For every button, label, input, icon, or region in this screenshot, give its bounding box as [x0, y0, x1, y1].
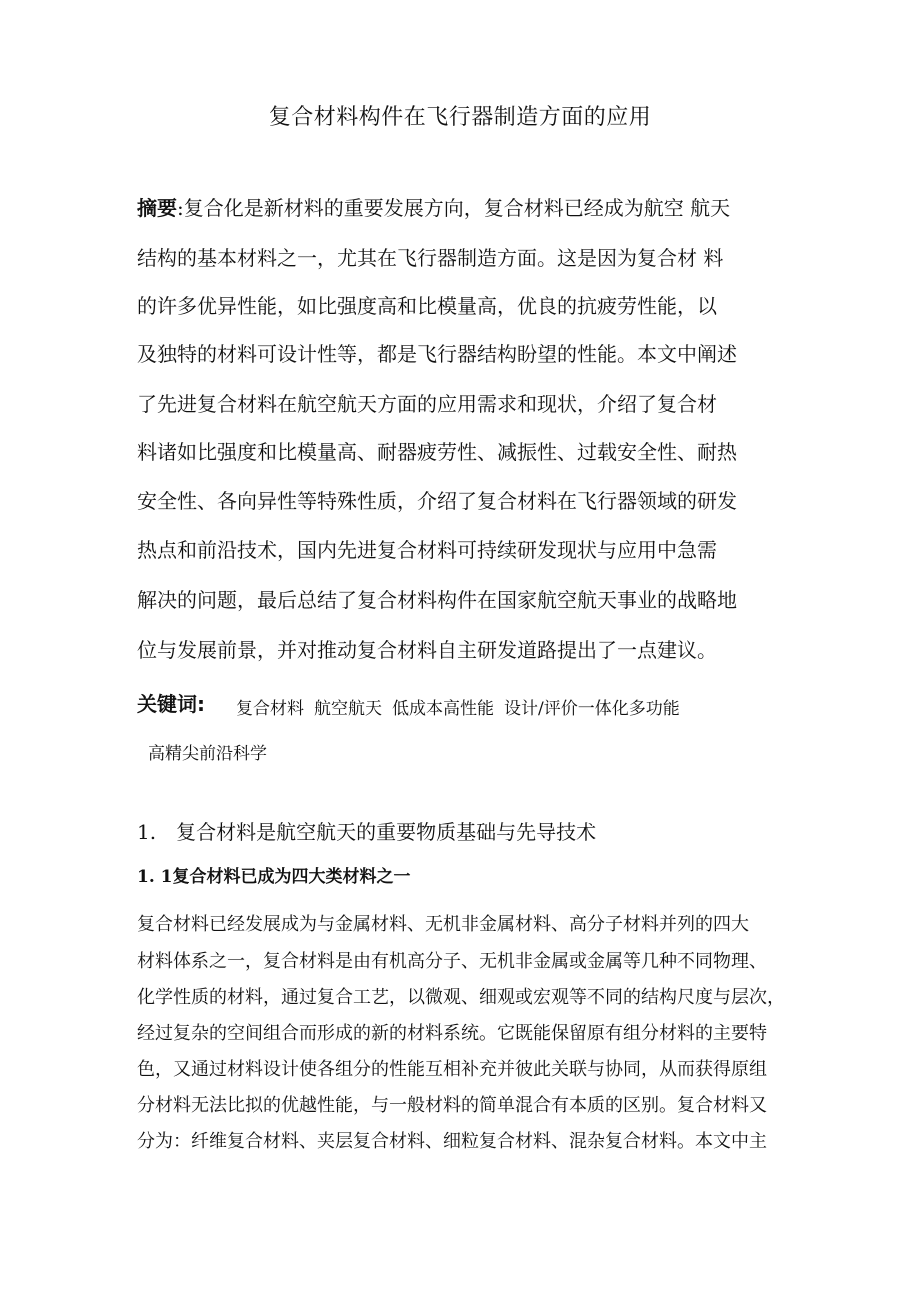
- keyword: 设计/评价一体化多功能: [504, 699, 680, 719]
- abstract-label: 摘要: [137, 196, 177, 220]
- section-heading: [137, 816, 596, 845]
- keyword: 低成本高性能: [392, 699, 494, 719]
- abstract-line: 摘要:复合化是新材料的重要发展方向，复合材料已经成为航空 航天: [137, 196, 731, 220]
- section-title: 复合材料是航空航天的重要物质基础与先导技术: [176, 820, 597, 844]
- section-number: 1.: [137, 820, 157, 844]
- keyword: 高精尖前沿科学: [148, 744, 267, 764]
- document-title: 复合材料构件在飞行器制造方面的应用: [268, 105, 652, 130]
- abstract-line: 结构的基本材料之一，尤其在飞行器制造方面。这是因为复合材 料: [137, 246, 724, 270]
- keywords-list-continued: [148, 739, 277, 764]
- body-line: 分材料无法比拟的优越性能，与一般材料的简单混合有本质的区别。复合材料又: [137, 1095, 767, 1116]
- abstract-line: 料诸如比强度和比模量高、耐器疲劳性、减振性、过载安全性、耐热: [137, 440, 737, 464]
- keywords-label: 关键词:: [137, 692, 205, 716]
- body-line: 化学性质的材料，通过复合工艺，以微观、细观或宏观等不同的结构尺度与层次，: [137, 987, 785, 1008]
- abstract-line: 热点和前沿技术，国内先进复合材料可持续研发现状与应用中急需: [137, 538, 717, 562]
- keyword: 航空航天: [314, 699, 382, 719]
- abstract-line: 解决的问题，最后总结了复合材料构件在国家航空航天事业的战略地: [137, 588, 737, 612]
- body-line: 复合材料已经发展成为与金属材料、无机非金属材料、高分子材料并列的四大: [137, 914, 749, 935]
- subsection-heading: 1. 1复合材料已成为四大类材料之一: [137, 867, 411, 887]
- keywords-list: [236, 694, 690, 719]
- abstract-line: 及独特的材料可设计性等，都是飞行器结构盼望的性能。本文中阐述: [137, 342, 737, 366]
- body-line: 色，又通过材料设计使各组分的性能互相补充并彼此关联与协同，从而获得原组: [137, 1059, 767, 1080]
- body-line: 材料体系之一，复合材料是由有机高分子、无机非金属或金属等几种不同物理、: [137, 951, 767, 972]
- abstract-line: 的许多优异性能，如比强度高和比模量高，优良的抗疲劳性能，以: [137, 294, 717, 318]
- abstract-line: 安全性、各向异性等特殊性质，介绍了复合材料在飞行器领域的研发: [137, 489, 737, 513]
- keyword: 复合材料: [236, 699, 304, 719]
- abstract-line: 了先进复合材料在航空航天方面的应用需求和现状，介绍了复合材: [137, 392, 717, 416]
- body-line: 经过复杂的空间组合而形成的新的材料系统。它既能保留原有组分材料的主要特: [137, 1023, 767, 1044]
- body-line: 分为：纤维复合材料、夹层复合材料、细粒复合材料、混杂复合材料。本文中主: [137, 1131, 767, 1152]
- abstract-line: 位与发展前景，并对推动复合材料自主研发道路提出了一点建议。: [137, 638, 717, 662]
